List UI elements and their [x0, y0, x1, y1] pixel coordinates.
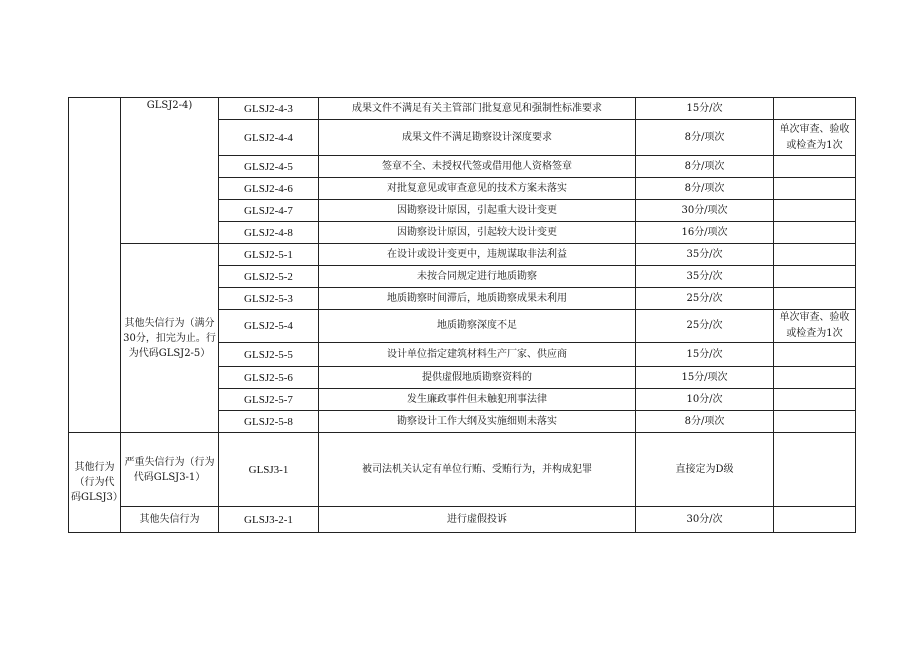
table-row: [69, 433, 856, 507]
desc-cell: 在设计或设计变更中，违规谋取非法利益: [319, 244, 636, 266]
desc-cell: 对批复意见或审查意见的技术方案未落实: [319, 178, 636, 200]
note-cell: 单次审查、验收或检查为1次: [774, 310, 856, 343]
note-cell: [774, 266, 856, 288]
code-cell: GLSJ2-5-8: [219, 411, 319, 433]
desc-cell: 因勘察设计原因，引起较大设计变更: [319, 222, 636, 244]
category-cell: 其他失信行为: [121, 507, 219, 533]
note-cell: [774, 389, 856, 411]
score-cell: 35分/次: [636, 244, 774, 266]
desc-cell: 成果文件不满足勘察设计深度要求: [319, 120, 636, 156]
code-cell: GLSJ2-4-8: [219, 222, 319, 244]
score-cell: 25分/次: [636, 288, 774, 310]
score-cell: 25分/次: [636, 310, 774, 343]
score-cell: 8分/项次: [636, 411, 774, 433]
score-cell: 30分/次: [636, 507, 774, 533]
code-cell: GLSJ2-5-3: [219, 288, 319, 310]
code-cell: GLSJ2-5-2: [219, 266, 319, 288]
code-cell: GLSJ3-1: [219, 433, 319, 507]
note-cell: [774, 433, 856, 507]
score-cell: 15分/次: [636, 343, 774, 367]
desc-cell: 签章不全、未授权代签或借用他人资格签章: [319, 156, 636, 178]
desc-cell: 成果文件不满足有关主管部门批复意见和强制性标准要求: [319, 98, 636, 120]
desc-cell: 被司法机关认定有单位行贿、受贿行为，并构成犯罪: [319, 433, 636, 507]
code-cell: GLSJ2-5-5: [219, 343, 319, 367]
code-cell: GLSJ2-4-7: [219, 200, 319, 222]
code-cell: GLSJ2-4-3: [219, 98, 319, 120]
score-cell: 30分/项次: [636, 200, 774, 222]
desc-cell: 地质勘察深度不足: [319, 310, 636, 343]
desc-cell: 未按合同规定进行地质勘察: [319, 266, 636, 288]
score-cell: 10分/次: [636, 389, 774, 411]
note-cell: [774, 288, 856, 310]
score-cell: 直接定为D级: [636, 433, 774, 507]
note-cell: [774, 200, 856, 222]
score-cell: 8分/项次: [636, 156, 774, 178]
note-cell: [774, 178, 856, 200]
note-cell: [774, 343, 856, 367]
code-cell: GLSJ2-5-7: [219, 389, 319, 411]
code-cell: GLSJ2-5-4: [219, 310, 319, 343]
table-row: [69, 244, 856, 266]
desc-cell: 地质勘察时间滞后，地质勘察成果未利用: [319, 288, 636, 310]
category-cell: 其他失信行为（满分30分，扣完为止。行为代码GLSJ2-5）: [121, 244, 219, 433]
desc-cell: 设计单位指定建筑材料生产厂家、供应商: [319, 343, 636, 367]
code-cell: GLSJ2-4-4: [219, 120, 319, 156]
score-cell: 15分/项次: [636, 367, 774, 389]
desc-cell: 进行虚假投诉: [319, 507, 636, 533]
note-cell: [774, 244, 856, 266]
note-cell: [774, 411, 856, 433]
score-cell: 8分/项次: [636, 120, 774, 156]
code-cell: GLSJ2-5-6: [219, 367, 319, 389]
note-cell: 单次审查、验收或检查为1次: [774, 120, 856, 156]
note-cell: [774, 367, 856, 389]
desc-cell: 因勘察设计原因，引起重大设计变更: [319, 200, 636, 222]
desc-cell: 勘察设计工作大纲及实施细则未落实: [319, 411, 636, 433]
score-cell: 15分/次: [636, 98, 774, 120]
category-cell: GLSJ2-4): [121, 98, 219, 244]
note-cell: [774, 156, 856, 178]
note-cell: [774, 222, 856, 244]
category-cell: 其他行为（行为代码GLSJ3）: [69, 433, 121, 533]
category-cell: 严重失信行为（行为代码GLSJ3-1）: [121, 433, 219, 507]
score-cell: 8分/项次: [636, 178, 774, 200]
penalty-table: [68, 97, 856, 533]
code-cell: GLSJ2-5-1: [219, 244, 319, 266]
score-cell: 35分/次: [636, 266, 774, 288]
table-row: [69, 98, 856, 120]
desc-cell: 发生廉政事件但未触犯刑事法律: [319, 389, 636, 411]
table-row: [69, 507, 856, 533]
category-cell-empty: [69, 98, 121, 433]
note-cell: [774, 507, 856, 533]
desc-cell: 提供虚假地质勘察资料的: [319, 367, 636, 389]
note-cell: [774, 98, 856, 120]
code-cell: GLSJ2-4-6: [219, 178, 319, 200]
code-cell: GLSJ3-2-1: [219, 507, 319, 533]
code-cell: GLSJ2-4-5: [219, 156, 319, 178]
score-cell: 16分/项次: [636, 222, 774, 244]
